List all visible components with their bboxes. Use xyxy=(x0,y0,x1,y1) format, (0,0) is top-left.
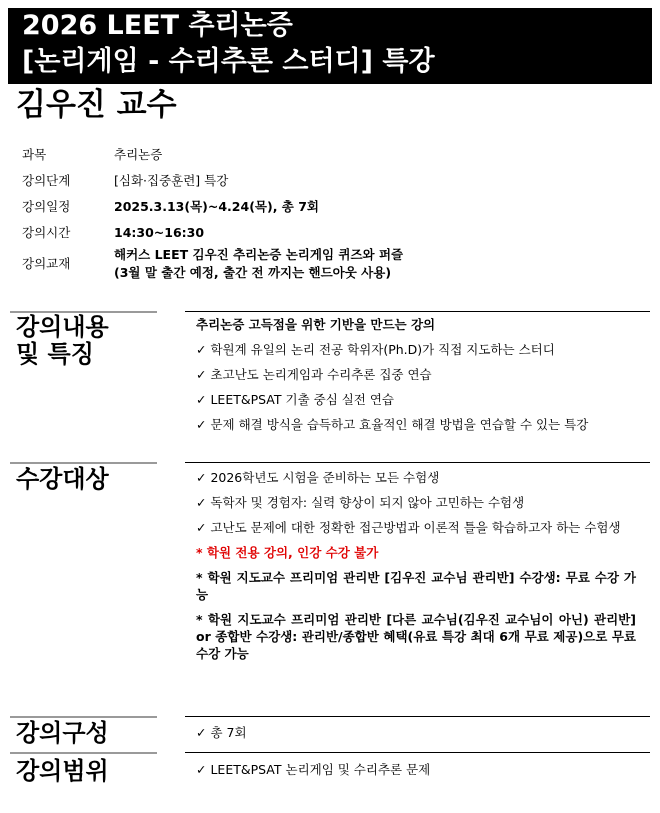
section-title-line: 및 특징 xyxy=(16,340,94,368)
section-rule xyxy=(185,311,650,312)
list-item: ✓ 2026학년도 시험을 준비하는 모든 수험생 xyxy=(196,469,636,486)
info-value: 14:30~16:30 xyxy=(114,225,205,240)
info-label: 강의교재 xyxy=(22,256,71,271)
section-title-target: 수강대상 xyxy=(16,465,109,493)
section-title-scope: 강의범위 xyxy=(16,757,109,785)
notice-red: * 학원 전용 강의, 인강 수강 불가 xyxy=(196,545,379,560)
info-value: [심화·집중훈련] 특강 xyxy=(114,173,229,188)
info-label: 과목 xyxy=(22,147,47,162)
features-heading: 추리논증 고득점을 위한 기반을 만드는 강의 xyxy=(196,317,436,332)
list-item: ✓ 문제 해결 방식을 습득하고 효율적인 해결 방법을 연습할 수 있는 특강 xyxy=(196,416,636,433)
title-line-1: 2026 LEET 추리논증 xyxy=(22,10,293,41)
list-item: ✓ 학원계 유일의 논리 전공 학위자(Ph.D)가 직접 지도하는 스터디 xyxy=(196,341,636,358)
list-item: ✓ LEET&PSAT 기출 중심 실전 연습 xyxy=(196,391,636,408)
features-content xyxy=(196,316,636,441)
section-title-line: 강의내용 xyxy=(16,313,109,341)
info-value: 해커스 LEET 김우진 추리논증 논리게임 퀴즈와 퍼즐 xyxy=(114,247,404,262)
scope-content xyxy=(196,761,636,786)
list-item: ✓ 초고난도 논리게임과 수리추론 집중 연습 xyxy=(196,366,636,383)
section-title-composition: 강의구성 xyxy=(16,719,109,747)
list-item: ✓ 독학자 및 경험자: 실력 향상이 되지 않아 고민하는 수험생 xyxy=(196,494,636,511)
target-content xyxy=(196,469,636,670)
section-rule xyxy=(185,462,650,463)
info-value-note: (3월 말 출간 예정, 출간 전 까지는 핸드아웃 사용) xyxy=(114,265,392,280)
info-label: 강의시간 xyxy=(22,225,71,240)
section-rule xyxy=(10,752,157,754)
list-item: ✓ LEET&PSAT 논리게임 및 수리추론 문제 xyxy=(196,761,636,778)
section-title-features xyxy=(16,314,109,368)
info-label: 강의단계 xyxy=(22,173,71,188)
section-rule xyxy=(10,716,157,718)
info-value: 2025.3.13(목)~4.24(목), 총 7회 xyxy=(114,199,319,214)
composition-content xyxy=(196,724,636,749)
section-rule xyxy=(185,752,650,753)
section-rule xyxy=(10,462,157,464)
list-item: ✓ 총 7회 xyxy=(196,724,636,741)
professor-name: 김우진 교수 xyxy=(16,87,177,123)
info-label: 강의일정 xyxy=(22,199,71,214)
title-banner xyxy=(8,8,652,84)
title-line-2: [논리게임 - 수리추론 스터디] 특강 xyxy=(22,46,435,77)
info-value: 추리논증 xyxy=(114,147,163,162)
notice-item: * 학원 지도교수 프리미엄 관리반 [다른 교수님(김우진 교수님이 아닌) 관리반] or 종합반 수강생: 관리반/종합반 혜택(유료 특강 최대 6개 무료 제공)으로 무료 수강 가능 xyxy=(196,612,636,661)
notice-item: * 학원 지도교수 프리미엄 관리반 [김우진 교수님 관리반] 수강생: 무료 수강 가능 xyxy=(196,570,636,602)
section-rule xyxy=(185,716,650,717)
list-item: ✓ 고난도 문제에 대한 정확한 접근방법과 이론적 틀을 학습하고자 하는 수험생 xyxy=(196,519,636,536)
